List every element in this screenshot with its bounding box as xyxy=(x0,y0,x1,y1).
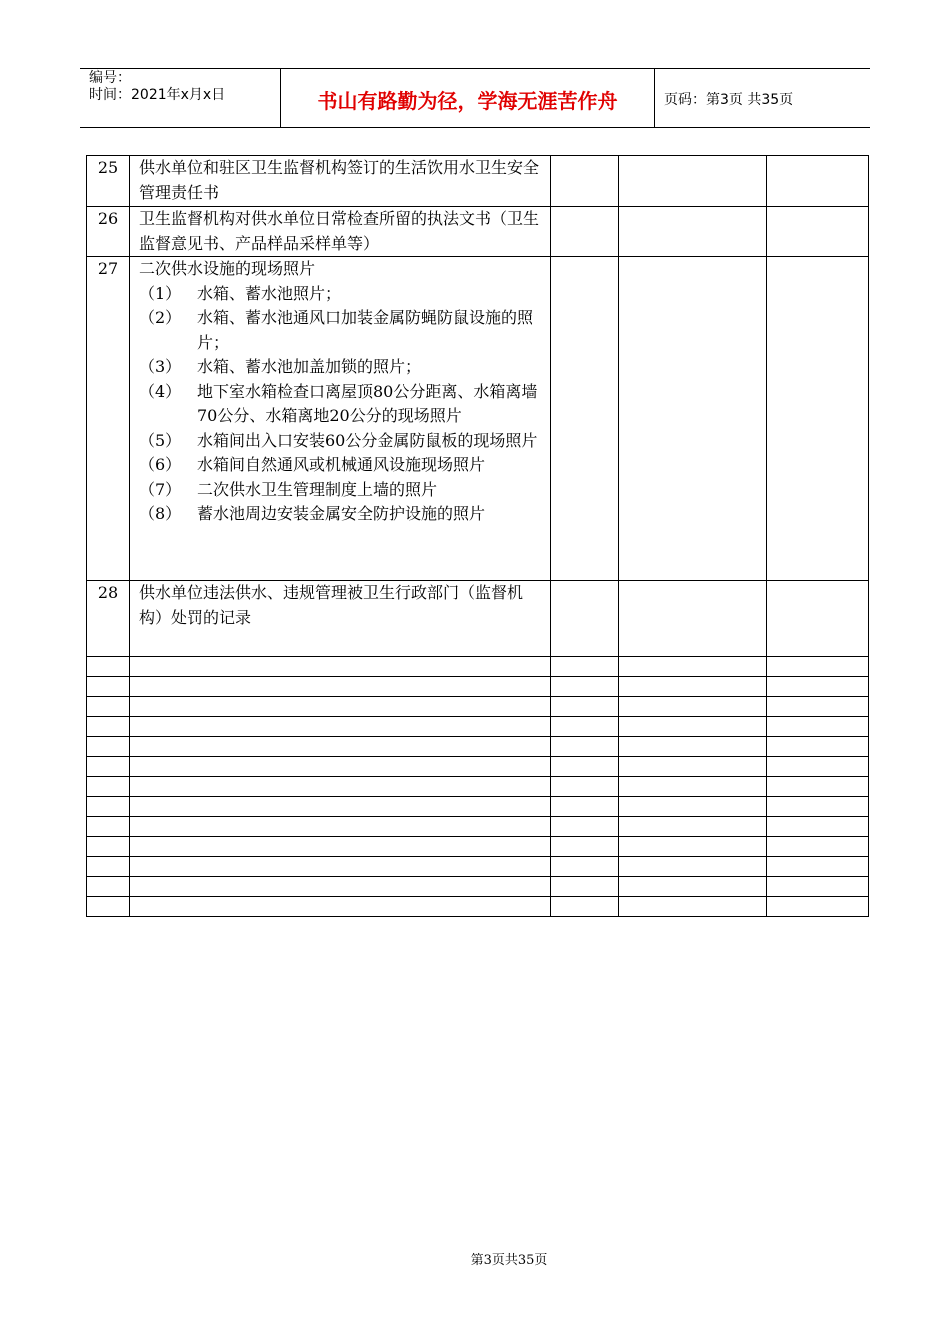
blank-row xyxy=(87,877,869,897)
list-item-index: （2） xyxy=(139,308,182,327)
list-item-index: （4） xyxy=(139,381,182,401)
blank-row xyxy=(87,897,869,917)
row-number: 26 xyxy=(87,207,130,257)
table-row xyxy=(87,581,869,657)
empty-cell xyxy=(551,581,619,657)
list-item xyxy=(139,306,546,355)
empty-cell xyxy=(767,156,869,207)
list-item-text: 蓄水池周边安装金属安全防护设施的照片 xyxy=(197,504,486,523)
row-number: 27 xyxy=(87,257,130,581)
empty-cell xyxy=(619,156,767,207)
empty-cell xyxy=(767,581,869,657)
table-row xyxy=(87,257,869,581)
list-item xyxy=(139,429,546,454)
blank-row xyxy=(87,817,869,837)
list-item-text: 水箱、蓄水池照片； xyxy=(197,283,342,303)
list-item-index: （3） xyxy=(139,357,182,376)
blank-row xyxy=(87,717,869,737)
empty-cell xyxy=(551,257,619,581)
list-item-text: 水箱、蓄水池通风口加装金属防蝇防鼠设施的照片； xyxy=(197,308,534,352)
empty-cell xyxy=(619,257,767,581)
row-description xyxy=(130,257,551,581)
row-number: 25 xyxy=(87,156,130,207)
empty-cell xyxy=(551,207,619,257)
list-item-text: 水箱间自然通风或机械通风设施现场照片 xyxy=(197,455,486,474)
row-description: 卫生监督机构对供水单位日常检查所留的执法文书（卫生监督意见书、产品样品采样单等） xyxy=(130,207,551,257)
empty-cell xyxy=(767,207,869,257)
header-motto: 书山有路勤为径，学海无涯苦作舟 xyxy=(281,69,655,127)
blank-row xyxy=(87,737,869,757)
time-label: 时间：2021年x月x日 xyxy=(89,87,226,103)
list-item xyxy=(139,380,546,429)
list-item xyxy=(139,453,546,478)
empty-cell xyxy=(619,581,767,657)
row-title: 二次供水设施的现场照片 xyxy=(139,259,316,278)
empty-cell xyxy=(551,156,619,207)
page-footer: 第3页共35页 xyxy=(470,1253,548,1268)
empty-cell xyxy=(619,207,767,257)
list-item xyxy=(139,478,546,503)
code-label: 编号： xyxy=(89,70,131,86)
blank-row xyxy=(87,857,869,877)
list-item xyxy=(139,355,546,380)
blank-row xyxy=(87,777,869,797)
blank-row xyxy=(87,837,869,857)
table-row xyxy=(87,207,869,257)
row-number: 28 xyxy=(87,581,130,657)
list-item-index: （1） xyxy=(139,283,182,303)
list-item-text: 二次供水卫生管理制度上墙的照片 xyxy=(197,479,438,499)
list-item-text: 水箱间出入口安装60公分金属防鼠板的现场照片 xyxy=(197,430,538,450)
blank-row xyxy=(87,797,869,817)
row-description: 供水单位违法供水、违规管理被卫生行政部门（监督机构）处罚的记录 xyxy=(130,581,551,657)
blank-row xyxy=(87,657,869,677)
list-item xyxy=(139,502,546,527)
header-meta xyxy=(80,69,281,127)
list-item-index: （5） xyxy=(139,430,182,450)
list-item-text: 地下室水箱检查口离屋顶80公分距离、水箱离墙70公分、水箱离地20公分的现场照片 xyxy=(197,381,538,425)
table-row xyxy=(87,156,869,207)
empty-cell xyxy=(767,257,869,581)
row-description: 供水单位和驻区卫生监督机构签订的生活饮用水卫生安全管理责任书 xyxy=(130,156,551,207)
header-page-info: 页码：第3页 共35页 xyxy=(664,92,794,108)
blank-row xyxy=(87,697,869,717)
list-item-index: （7） xyxy=(139,479,182,499)
page-header xyxy=(80,68,870,128)
list-item-text: 水箱、蓄水池加盖加锁的照片； xyxy=(197,357,422,376)
blank-row xyxy=(87,757,869,777)
list-item xyxy=(139,282,546,307)
checklist-table xyxy=(86,155,869,917)
blank-row xyxy=(87,677,869,697)
list-item-index: （8） xyxy=(139,504,182,523)
list-item-index: （6） xyxy=(139,455,182,474)
